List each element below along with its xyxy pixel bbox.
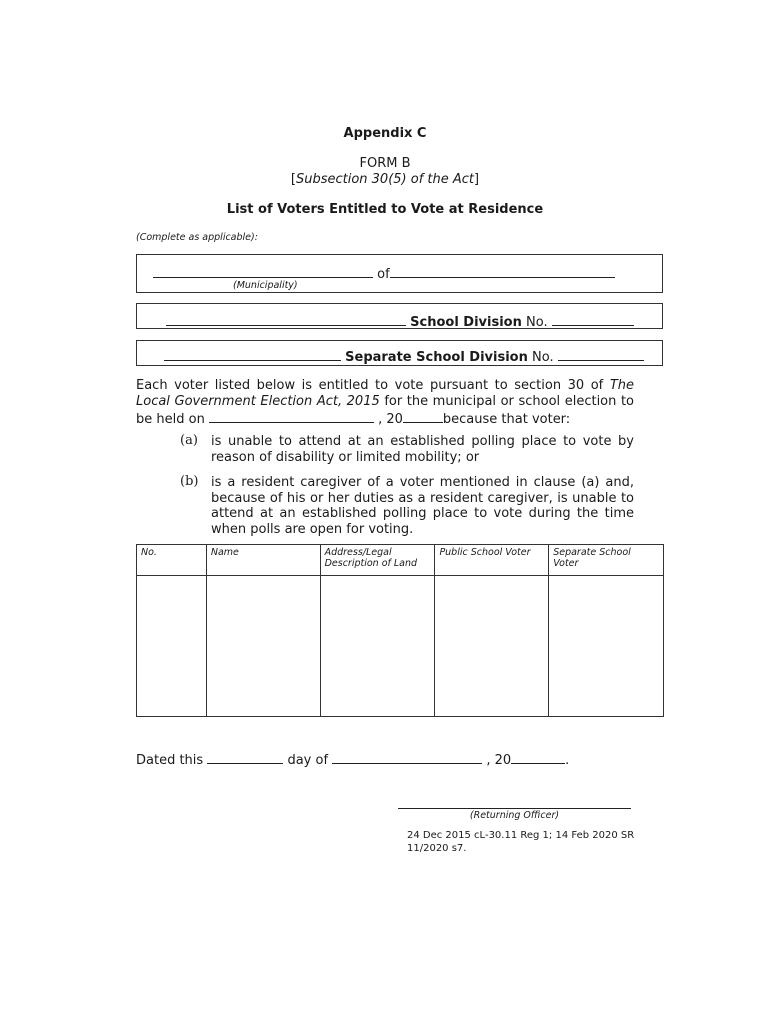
separate-school-division-number-blank[interactable] bbox=[558, 347, 644, 361]
bracket-close: ] bbox=[474, 172, 480, 187]
dated-this-label: Dated this bbox=[136, 753, 204, 768]
clause-a-label: (a) bbox=[180, 433, 198, 448]
column-header-name: Name bbox=[206, 545, 320, 576]
clause-a-text: is unable to attend at an established polling place to vote by reason of disability or limited mobility; or bbox=[211, 434, 634, 465]
school-division-number-blank[interactable] bbox=[552, 312, 634, 326]
returning-officer-label: (Returning Officer) bbox=[469, 810, 560, 821]
dated-month-blank[interactable] bbox=[332, 750, 482, 764]
subsection-reference bbox=[0, 172, 770, 187]
intro-text-1: Each voter listed below is entitled to vote pursuant to section 30 of bbox=[136, 378, 610, 393]
intro-text-2: for the municipal or school election to be held on bbox=[136, 393, 634, 427]
signature-line[interactable] bbox=[398, 808, 631, 809]
column-header-separate-school-voter: Separate School Voter bbox=[549, 545, 664, 576]
election-date-blank[interactable] bbox=[209, 409, 374, 423]
column-header-no: No. bbox=[137, 545, 207, 576]
municipality-label: (Municipality) bbox=[233, 280, 298, 291]
table-cell-public-school-voter[interactable] bbox=[435, 576, 549, 717]
dated-comma-20-label: , 20 bbox=[486, 753, 512, 768]
subsection-text: Subsection 30(5) of the Act bbox=[295, 172, 475, 187]
separate-school-division-label: Separate School Division bbox=[345, 350, 528, 365]
of-label: of bbox=[377, 267, 390, 282]
table-row bbox=[137, 576, 664, 717]
dated-day-blank[interactable] bbox=[207, 750, 283, 764]
separate-school-division-blank[interactable] bbox=[164, 347, 341, 361]
school-division-blank[interactable] bbox=[166, 312, 406, 326]
election-year-blank[interactable] bbox=[403, 409, 443, 423]
dated-period: . bbox=[565, 753, 570, 768]
bracket-open: [ bbox=[290, 172, 296, 187]
municipality-line bbox=[153, 264, 615, 282]
dated-line bbox=[136, 750, 569, 768]
dated-year-blank[interactable] bbox=[511, 750, 565, 764]
municipality-box bbox=[136, 254, 663, 293]
day-of-label: day of bbox=[287, 753, 329, 768]
amendment-note: 24 Dec 2015 cL-30.11 Reg 1; 14 Feb 2020 SR 11/2020 s7. bbox=[407, 830, 635, 854]
table-cell-separate-school-voter[interactable] bbox=[549, 576, 664, 717]
table-cell-address[interactable] bbox=[320, 576, 435, 717]
school-division-label: School Division bbox=[410, 315, 522, 330]
because-text: because that voter: bbox=[442, 412, 571, 427]
school-division-box bbox=[136, 303, 663, 329]
act-name: The Local Government Election Act, 2015 bbox=[136, 378, 634, 409]
clause-b-text: is a resident caregiver of a voter mentioned in clause (a) and, because of his or her duties as a resident caregiver, is unable to attend at an established polling place to vote during the time when polls are open for voting. bbox=[211, 475, 634, 537]
table-cell-name[interactable] bbox=[206, 576, 320, 717]
of-blank[interactable] bbox=[390, 264, 615, 278]
table-header-row bbox=[137, 545, 664, 576]
comma-20-label: , 20 bbox=[378, 412, 403, 427]
separate-school-division-box bbox=[136, 340, 663, 366]
voters-table bbox=[136, 544, 664, 717]
separate-school-division-line bbox=[164, 347, 644, 365]
intro-paragraph bbox=[136, 378, 634, 428]
form-label: FORM B bbox=[359, 156, 411, 171]
school-division-no-label: No. bbox=[526, 315, 548, 330]
column-header-public-school-voter: Public School Voter bbox=[435, 545, 549, 576]
clause-b-label: (b) bbox=[180, 474, 199, 489]
table-cell-no[interactable] bbox=[137, 576, 207, 717]
appendix-heading: Appendix C bbox=[343, 126, 427, 141]
municipality-blank[interactable] bbox=[153, 264, 373, 278]
school-division-line bbox=[166, 312, 634, 330]
separate-school-division-no-label: No. bbox=[532, 350, 554, 365]
instruction-text: (Complete as applicable): bbox=[136, 232, 258, 243]
column-header-address: Address/Legal Description of Land bbox=[320, 545, 435, 576]
form-title: List of Voters Entitled to Vote at Residence bbox=[226, 202, 544, 217]
